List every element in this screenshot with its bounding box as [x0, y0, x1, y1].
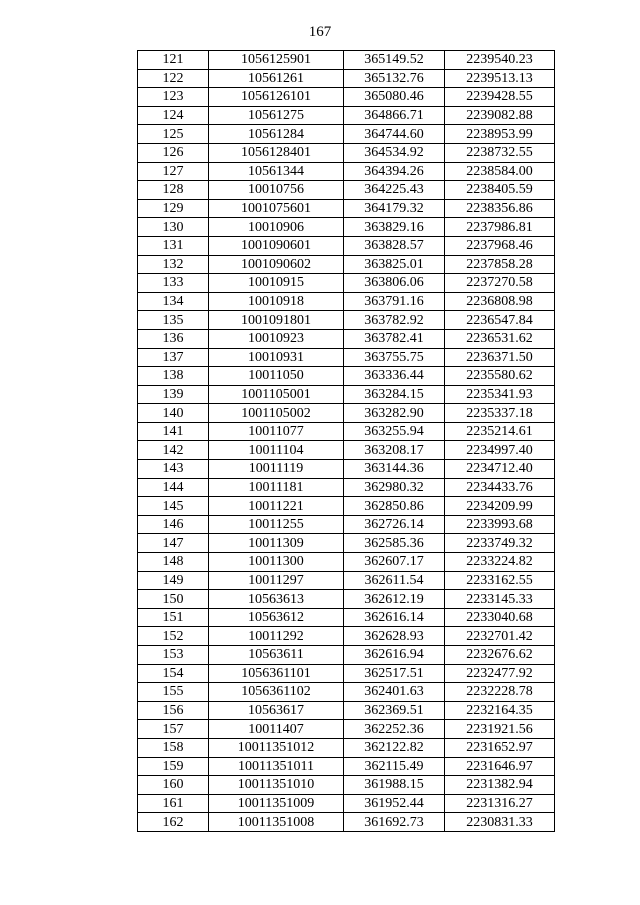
row-number-cell: 149: [138, 571, 209, 590]
x-coordinate-cell: 362616.14: [344, 608, 445, 627]
x-coordinate-cell: 361988.15: [344, 776, 445, 795]
x-coordinate-cell: 362585.36: [344, 534, 445, 553]
x-coordinate-cell: 363255.94: [344, 422, 445, 441]
point-id-cell: 1001105001: [209, 385, 344, 404]
coordinates-table: [137, 50, 555, 832]
point-id-cell: 1056128401: [209, 143, 344, 162]
point-id-cell: 10561261: [209, 69, 344, 88]
row-number-cell: 140: [138, 404, 209, 423]
y-coordinate-cell: 2237986.81: [445, 218, 555, 237]
row-number-cell: 156: [138, 701, 209, 720]
row-number-cell: 121: [138, 51, 209, 70]
table-row: [138, 422, 555, 441]
point-id-cell: 10011351012: [209, 738, 344, 757]
y-coordinate-cell: 2236371.50: [445, 348, 555, 367]
table-row: [138, 757, 555, 776]
row-number-cell: 152: [138, 627, 209, 646]
y-coordinate-cell: 2238953.99: [445, 125, 555, 144]
row-number-cell: 123: [138, 88, 209, 107]
y-coordinate-cell: 2239513.13: [445, 69, 555, 88]
table-row: [138, 497, 555, 516]
table-row: [138, 162, 555, 181]
point-id-cell: 10561284: [209, 125, 344, 144]
table-row: [138, 143, 555, 162]
y-coordinate-cell: 2235214.61: [445, 422, 555, 441]
y-coordinate-cell: 2237270.58: [445, 274, 555, 293]
x-coordinate-cell: 363282.90: [344, 404, 445, 423]
table-row: [138, 701, 555, 720]
row-number-cell: 161: [138, 794, 209, 813]
y-coordinate-cell: 2238584.00: [445, 162, 555, 181]
row-number-cell: 158: [138, 738, 209, 757]
row-number-cell: 136: [138, 329, 209, 348]
x-coordinate-cell: 364394.26: [344, 162, 445, 181]
y-coordinate-cell: 2233145.33: [445, 590, 555, 609]
x-coordinate-cell: 363755.75: [344, 348, 445, 367]
coordinates-table-body: [138, 51, 555, 832]
y-coordinate-cell: 2233040.68: [445, 608, 555, 627]
point-id-cell: 10011300: [209, 553, 344, 572]
point-id-cell: 10563617: [209, 701, 344, 720]
row-number-cell: 133: [138, 274, 209, 293]
point-id-cell: 10011292: [209, 627, 344, 646]
x-coordinate-cell: 363336.44: [344, 367, 445, 386]
y-coordinate-cell: 2232228.78: [445, 683, 555, 702]
point-id-cell: 10561344: [209, 162, 344, 181]
point-id-cell: 1001090602: [209, 255, 344, 274]
row-number-cell: 130: [138, 218, 209, 237]
table-row: [138, 88, 555, 107]
table-row: [138, 367, 555, 386]
row-number-cell: 148: [138, 553, 209, 572]
point-id-cell: 1056361101: [209, 664, 344, 683]
row-number-cell: 138: [138, 367, 209, 386]
table-row: [138, 608, 555, 627]
y-coordinate-cell: 2233224.82: [445, 553, 555, 572]
y-coordinate-cell: 2232164.35: [445, 701, 555, 720]
table-row: [138, 664, 555, 683]
table-row: [138, 348, 555, 367]
row-number-cell: 147: [138, 534, 209, 553]
table-row: [138, 385, 555, 404]
y-coordinate-cell: 2239540.23: [445, 51, 555, 70]
y-coordinate-cell: 2234712.40: [445, 460, 555, 479]
row-number-cell: 160: [138, 776, 209, 795]
x-coordinate-cell: 363782.92: [344, 311, 445, 330]
y-coordinate-cell: 2236547.84: [445, 311, 555, 330]
y-coordinate-cell: 2235580.62: [445, 367, 555, 386]
row-number-cell: 132: [138, 255, 209, 274]
point-id-cell: 10011050: [209, 367, 344, 386]
point-id-cell: 1001090601: [209, 236, 344, 255]
table-row: [138, 683, 555, 702]
table-row: [138, 794, 555, 813]
point-id-cell: 10010931: [209, 348, 344, 367]
point-id-cell: 10011104: [209, 441, 344, 460]
y-coordinate-cell: 2231921.56: [445, 720, 555, 739]
table-row: [138, 590, 555, 609]
x-coordinate-cell: 364179.32: [344, 199, 445, 218]
row-number-cell: 135: [138, 311, 209, 330]
x-coordinate-cell: 362115.49: [344, 757, 445, 776]
point-id-cell: 10563613: [209, 590, 344, 609]
y-coordinate-cell: 2232676.62: [445, 646, 555, 665]
point-id-cell: 10561275: [209, 106, 344, 125]
table-row: [138, 274, 555, 293]
point-id-cell: 1056125901: [209, 51, 344, 70]
y-coordinate-cell: 2237968.46: [445, 236, 555, 255]
row-number-cell: 134: [138, 292, 209, 311]
point-id-cell: 1001091801: [209, 311, 344, 330]
y-coordinate-cell: 2231316.27: [445, 794, 555, 813]
x-coordinate-cell: 363144.36: [344, 460, 445, 479]
x-coordinate-cell: 362607.17: [344, 553, 445, 572]
row-number-cell: 141: [138, 422, 209, 441]
row-number-cell: 154: [138, 664, 209, 683]
point-id-cell: 10011351011: [209, 757, 344, 776]
row-number-cell: 122: [138, 69, 209, 88]
table-row: [138, 51, 555, 70]
table-row: [138, 534, 555, 553]
table-row: [138, 218, 555, 237]
x-coordinate-cell: 362611.54: [344, 571, 445, 590]
x-coordinate-cell: 362616.94: [344, 646, 445, 665]
y-coordinate-cell: 2233162.55: [445, 571, 555, 590]
point-id-cell: 10011351009: [209, 794, 344, 813]
table-row: [138, 441, 555, 460]
x-coordinate-cell: 364744.60: [344, 125, 445, 144]
point-id-cell: 10563611: [209, 646, 344, 665]
x-coordinate-cell: 361952.44: [344, 794, 445, 813]
y-coordinate-cell: 2233749.32: [445, 534, 555, 553]
point-id-cell: 10011221: [209, 497, 344, 516]
point-id-cell: 10010923: [209, 329, 344, 348]
point-id-cell: 1001075601: [209, 199, 344, 218]
x-coordinate-cell: 362252.36: [344, 720, 445, 739]
x-coordinate-cell: 363825.01: [344, 255, 445, 274]
x-coordinate-cell: 362628.93: [344, 627, 445, 646]
point-id-cell: 10010756: [209, 181, 344, 200]
y-coordinate-cell: 2231646.97: [445, 757, 555, 776]
x-coordinate-cell: 363829.16: [344, 218, 445, 237]
x-coordinate-cell: 363208.17: [344, 441, 445, 460]
point-id-cell: 10563612: [209, 608, 344, 627]
x-coordinate-cell: 362122.82: [344, 738, 445, 757]
y-coordinate-cell: 2234997.40: [445, 441, 555, 460]
row-number-cell: 146: [138, 515, 209, 534]
row-number-cell: 157: [138, 720, 209, 739]
x-coordinate-cell: 365149.52: [344, 51, 445, 70]
row-number-cell: 151: [138, 608, 209, 627]
row-number-cell: 142: [138, 441, 209, 460]
x-coordinate-cell: 365080.46: [344, 88, 445, 107]
x-coordinate-cell: 362612.19: [344, 590, 445, 609]
x-coordinate-cell: 364225.43: [344, 181, 445, 200]
point-id-cell: 1056126101: [209, 88, 344, 107]
row-number-cell: 124: [138, 106, 209, 125]
point-id-cell: 10011297: [209, 571, 344, 590]
point-id-cell: 1056361102: [209, 683, 344, 702]
row-number-cell: 131: [138, 236, 209, 255]
x-coordinate-cell: 363284.15: [344, 385, 445, 404]
point-id-cell: 10011077: [209, 422, 344, 441]
y-coordinate-cell: 2234209.99: [445, 497, 555, 516]
x-coordinate-cell: 362517.51: [344, 664, 445, 683]
row-number-cell: 128: [138, 181, 209, 200]
table-row: [138, 236, 555, 255]
y-coordinate-cell: 2238356.86: [445, 199, 555, 218]
y-coordinate-cell: 2236531.62: [445, 329, 555, 348]
row-number-cell: 126: [138, 143, 209, 162]
row-number-cell: 129: [138, 199, 209, 218]
y-coordinate-cell: 2233993.68: [445, 515, 555, 534]
point-id-cell: 10011255: [209, 515, 344, 534]
table-row: [138, 311, 555, 330]
table-row: [138, 404, 555, 423]
x-coordinate-cell: 363828.57: [344, 236, 445, 255]
y-coordinate-cell: 2236808.98: [445, 292, 555, 311]
x-coordinate-cell: 364866.71: [344, 106, 445, 125]
x-coordinate-cell: 362401.63: [344, 683, 445, 702]
y-coordinate-cell: 2235341.93: [445, 385, 555, 404]
table-row: [138, 106, 555, 125]
row-number-cell: 155: [138, 683, 209, 702]
table-row: [138, 738, 555, 757]
row-number-cell: 145: [138, 497, 209, 516]
x-coordinate-cell: 362980.32: [344, 478, 445, 497]
table-row: [138, 181, 555, 200]
table-row: [138, 813, 555, 832]
row-number-cell: 153: [138, 646, 209, 665]
table-row: [138, 199, 555, 218]
y-coordinate-cell: 2231652.97: [445, 738, 555, 757]
x-coordinate-cell: 364534.92: [344, 143, 445, 162]
point-id-cell: 10011309: [209, 534, 344, 553]
table-row: [138, 571, 555, 590]
x-coordinate-cell: 361692.73: [344, 813, 445, 832]
point-id-cell: 10011407: [209, 720, 344, 739]
y-coordinate-cell: 2238732.55: [445, 143, 555, 162]
point-id-cell: 10010906: [209, 218, 344, 237]
row-number-cell: 144: [138, 478, 209, 497]
table-row: [138, 646, 555, 665]
row-number-cell: 162: [138, 813, 209, 832]
point-id-cell: 10010918: [209, 292, 344, 311]
table-row: [138, 553, 555, 572]
table-row: [138, 125, 555, 144]
point-id-cell: 10011351010: [209, 776, 344, 795]
row-number-cell: 137: [138, 348, 209, 367]
point-id-cell: 10011119: [209, 460, 344, 479]
table-row: [138, 776, 555, 795]
point-id-cell: 10011351008: [209, 813, 344, 832]
page-number: 167: [308, 24, 332, 40]
row-number-cell: 139: [138, 385, 209, 404]
row-number-cell: 125: [138, 125, 209, 144]
y-coordinate-cell: 2230831.33: [445, 813, 555, 832]
x-coordinate-cell: 362850.86: [344, 497, 445, 516]
y-coordinate-cell: 2232477.92: [445, 664, 555, 683]
x-coordinate-cell: 362726.14: [344, 515, 445, 534]
x-coordinate-cell: 365132.76: [344, 69, 445, 88]
row-number-cell: 143: [138, 460, 209, 479]
table-row: [138, 720, 555, 739]
table-row: [138, 292, 555, 311]
table-row: [138, 255, 555, 274]
y-coordinate-cell: 2235337.18: [445, 404, 555, 423]
table-row: [138, 627, 555, 646]
point-id-cell: 10010915: [209, 274, 344, 293]
y-coordinate-cell: 2232701.42: [445, 627, 555, 646]
y-coordinate-cell: 2239428.55: [445, 88, 555, 107]
y-coordinate-cell: 2234433.76: [445, 478, 555, 497]
row-number-cell: 150: [138, 590, 209, 609]
row-number-cell: 159: [138, 757, 209, 776]
x-coordinate-cell: 362369.51: [344, 701, 445, 720]
y-coordinate-cell: 2238405.59: [445, 181, 555, 200]
y-coordinate-cell: 2231382.94: [445, 776, 555, 795]
point-id-cell: 10011181: [209, 478, 344, 497]
table-row: [138, 69, 555, 88]
table-row: [138, 460, 555, 479]
x-coordinate-cell: 363782.41: [344, 329, 445, 348]
table-row: [138, 478, 555, 497]
table-row: [138, 329, 555, 348]
point-id-cell: 1001105002: [209, 404, 344, 423]
y-coordinate-cell: 2237858.28: [445, 255, 555, 274]
row-number-cell: 127: [138, 162, 209, 181]
x-coordinate-cell: 363791.16: [344, 292, 445, 311]
table-row: [138, 515, 555, 534]
x-coordinate-cell: 363806.06: [344, 274, 445, 293]
y-coordinate-cell: 2239082.88: [445, 106, 555, 125]
